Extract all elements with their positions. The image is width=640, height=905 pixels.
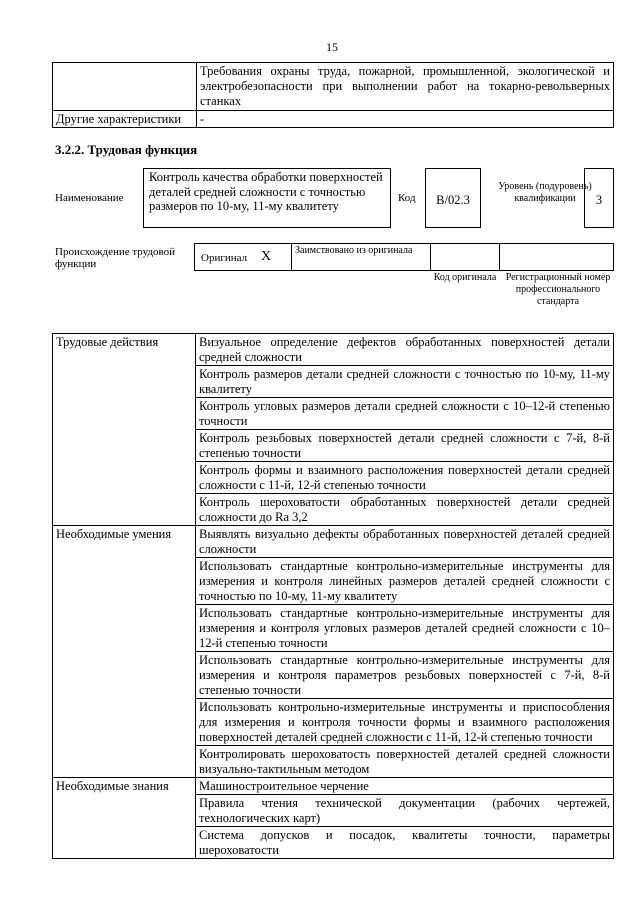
knowledge-item: Правила чтения технической документации (рабочих чертежей, технологических карт) xyxy=(196,795,614,827)
actions-label: Трудовые действия xyxy=(53,334,196,526)
registration-caption: Регистрационный номер профессионального стандарта xyxy=(505,272,611,307)
code-caption: Код оригинала xyxy=(433,272,497,283)
empty-cell xyxy=(53,63,197,111)
name-label: Наименование xyxy=(55,192,124,204)
action-item: Контроль шероховатости обработанных поверхностей детали средней сложности до Ra 3,2 xyxy=(196,494,614,526)
skill-item: Использовать стандартные контрольно-измерительные инструменты для измерения и контроля угловых размеров деталей средней сложности с 10–12-й степенью точности xyxy=(196,605,614,652)
main-table xyxy=(52,333,614,859)
action-item: Контроль размеров детали средней сложности с точностью по 10-му, 11-му квалитету xyxy=(196,366,614,398)
origin-code-cell xyxy=(430,243,500,271)
level-label: Уровень (подуровень) квалификации xyxy=(498,181,592,204)
registration-number-cell xyxy=(499,243,614,271)
knowledge-item: Система допусков и посадок, квалитеты точности, параметры шероховатости xyxy=(196,827,614,859)
function-code-box: B/02.3 xyxy=(425,168,481,228)
other-characteristics-label: Другие характеристики xyxy=(53,111,197,128)
other-characteristics-value: - xyxy=(197,111,614,128)
knowledge-label: Необходимые знания xyxy=(53,778,196,859)
action-item: Контроль резьбовых поверхностей детали средней сложности с 7-й, 8-й степенью точности xyxy=(196,430,614,462)
requirements-cell: Требования охраны труда, пожарной, промышленной, экологической и электробезопасности при выполнении работ на токарно-револьверных станках xyxy=(197,63,614,111)
skill-item: Использовать стандартные контрольно-измерительные инструменты для измерения и контроля линейных размеров деталей средней сложности с точностью по 10-му, 11-му квалитету xyxy=(196,558,614,605)
top-table xyxy=(52,62,614,128)
skill-item: Использовать контрольно-измерительные инструменты и приспособления для измерения и контроля точности формы и взаимного расположения поверхностей деталей средней сложности с 11-й, 12-й степенью точности xyxy=(196,699,614,746)
origin-label: Происхождение трудовой функции xyxy=(55,246,176,270)
section-heading: 3.2.2. Трудовая функция xyxy=(55,142,198,157)
borrowed-cell xyxy=(291,243,431,271)
borrowed-label: Заимствовано из оригинала xyxy=(295,245,413,256)
original-label: Оригинал xyxy=(201,252,248,264)
skill-item: Использовать стандартные контрольно-измерительные инструменты для измерения и контроля параметров резьбовых поверхностей с 7-й, 8-й степенью точности xyxy=(196,652,614,699)
action-item: Визуальное определение дефектов обработанных поверхностей детали средней сложности xyxy=(196,334,614,366)
function-name-box: Контроль качества обработки поверхностей деталей средней сложности с точностью размеров по 10-му, 11-му квалитету xyxy=(143,168,391,228)
skill-item: Контролировать шероховатость поверхностей деталей средней сложности визуально-тактильным методом xyxy=(196,746,614,778)
knowledge-item: Машиностроительное черчение xyxy=(196,778,614,795)
code-label: Код xyxy=(398,192,416,204)
original-cell xyxy=(194,243,292,271)
action-item: Контроль формы и взаимного расположения поверхностей детали средней сложности с 11-й, 12-й степенью точности xyxy=(196,462,614,494)
action-item: Контроль угловых размеров детали средней сложности с 10–12-й степенью точности xyxy=(196,398,614,430)
skills-label: Необходимые умения xyxy=(53,526,196,778)
original-mark: X xyxy=(261,249,272,264)
level-value-box: 3 xyxy=(584,168,614,228)
skill-item: Выявлять визуально дефекты обработанных поверхностей деталей средней сложности xyxy=(196,526,614,558)
page-number: 15 xyxy=(326,40,338,54)
